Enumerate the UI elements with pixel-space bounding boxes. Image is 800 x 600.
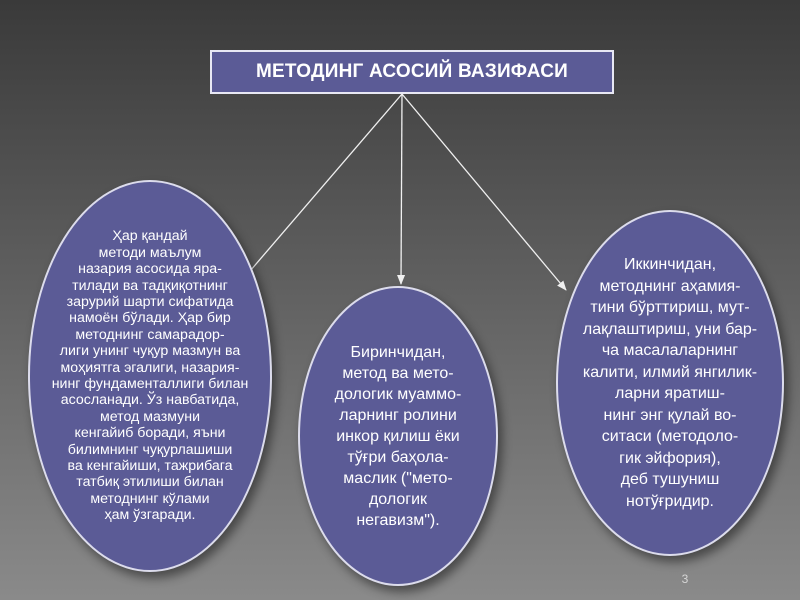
ellipse-right-text: Иккинчидан, методнинг аҳамия- тини бўрттириш, мут- лақлаштириш, уни бар- ча масалаларнинг калити, илмий янгилик- ларни яратиш- нинг энг қулай во- ситаси (методоло- гик эйфория), деб тушуниш нотўғридир. bbox=[582, 256, 758, 510]
ellipse-left-text: Ҳар қандай методи маълум назария асосида яра- тилади ва тадқиқотнинг зарурий шарти сифатида намоён бўлади. Ҳар бир методнинг самарадор- лиги унинг чуқур мазмун ва моҳиятга эгалиги, назария- нинг фундаменталлиги билан асосланади. Ўз навбатида, метод мазмуни кенгайиб боради, яъни билимнинг чуқурлашиши ва кенгайиши, тажрибага татбиқ этилиши билан методнинг кўлами ҳам ўзгаради. bbox=[51, 228, 249, 524]
arrow-to-right-box bbox=[402, 94, 566, 290]
title-text: МЕТОДИНГ АСОСИЙ ВАЗИФАСИ bbox=[256, 61, 568, 82]
ellipse-center bbox=[298, 286, 498, 586]
ellipse-center-text: Биринчидан, метод ва мето- дологик муаммо- ларнинг ролини инкор қилиш ёки тўғри баҳола- маслик ("мето- дологик негавизм"). bbox=[334, 343, 462, 529]
page-number: 3 bbox=[681, 572, 689, 586]
title-box bbox=[210, 50, 614, 94]
ellipse-right bbox=[556, 210, 784, 556]
arrow-to-left-box bbox=[244, 94, 402, 278]
arrow-to-center-box bbox=[401, 94, 402, 284]
ellipse-left bbox=[28, 180, 272, 572]
